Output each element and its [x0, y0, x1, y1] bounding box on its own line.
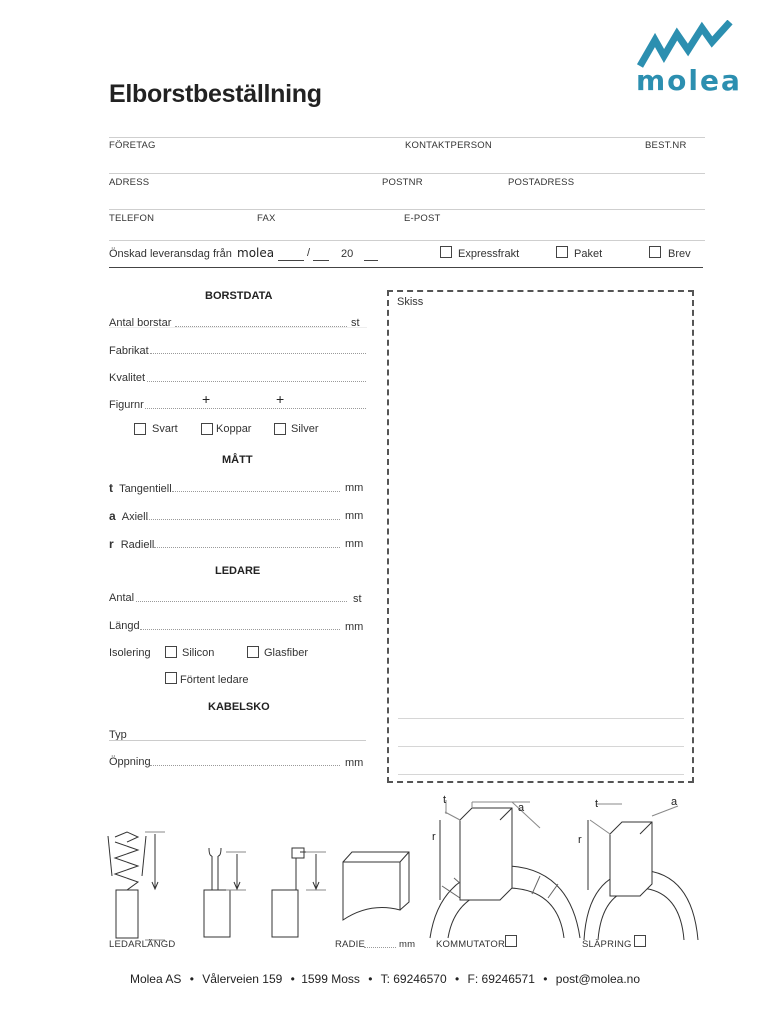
footer-bullet: • — [290, 972, 295, 986]
oppning-unit: mm — [345, 757, 364, 769]
axiell-unit: mm — [345, 510, 364, 522]
silver-checkbox[interactable] — [274, 423, 286, 435]
antal-label: Antal — [109, 592, 135, 604]
slapring-label: SLÄPRING — [582, 939, 632, 950]
skiss-box[interactable] — [387, 290, 694, 783]
paket-checkbox[interactable] — [556, 246, 568, 258]
commutator-icon — [430, 800, 580, 938]
radiell-unit: mm — [345, 538, 364, 550]
tangentiell-field[interactable] — [172, 491, 340, 492]
axiell-label: Axiell — [121, 511, 149, 523]
plus-sign: + — [276, 391, 285, 407]
oppning-label: Öppning — [109, 756, 151, 768]
year-field[interactable] — [364, 260, 378, 261]
paket-label: Paket — [574, 248, 603, 260]
oppning-field[interactable] — [150, 765, 340, 766]
ledare-heading: LEDARE — [215, 565, 261, 577]
ledarlangd-label: LEDARLÄNGD — [109, 939, 176, 950]
koppar-checkbox[interactable] — [201, 423, 213, 435]
day-field[interactable] — [278, 260, 304, 261]
kommutator-a: a — [518, 802, 525, 814]
glasfiber-checkbox[interactable] — [247, 646, 259, 658]
molea-logo — [630, 20, 740, 95]
delivery-brand: molea — [237, 246, 275, 260]
postadress-label: POSTADRESS — [508, 177, 575, 188]
radie-label: RADIE — [335, 939, 366, 950]
footer-bullet: • — [454, 972, 460, 986]
footer-city: 1599 Moss — [301, 972, 360, 986]
kontaktperson-label: KONTAKTPERSON — [405, 140, 492, 151]
footer-bullet: • — [189, 972, 194, 986]
silver-label: Silver — [291, 423, 319, 435]
glasfiber-label: Glasfiber — [264, 647, 309, 659]
matt-row-a — [109, 509, 148, 523]
figurnr-field[interactable] — [145, 408, 366, 409]
isolering-label: Isolering — [109, 647, 151, 659]
plus-sign: + — [202, 391, 211, 407]
divider — [109, 240, 705, 241]
radius-block-icon — [343, 852, 409, 920]
langd-label: Längd — [109, 620, 140, 632]
logo-text: molea — [636, 64, 742, 97]
radie-field[interactable] — [364, 947, 396, 948]
fabrikat-field[interactable] — [150, 353, 366, 354]
matt-row-r — [109, 537, 154, 551]
matt-heading: MÅTT — [222, 454, 253, 466]
skiss-line[interactable] — [398, 746, 684, 747]
figurnr-label: Figurnr — [109, 399, 144, 411]
axiell-field[interactable] — [147, 519, 340, 520]
fortent-label: Förtent ledare — [180, 674, 249, 686]
footer-bullet: • — [543, 972, 548, 986]
skiss-line[interactable] — [398, 774, 684, 775]
antal-borstar-label: Antal borstar — [109, 317, 172, 329]
typ-label: Typ — [109, 729, 127, 741]
borstdata-heading: BORSTDATA — [205, 290, 273, 302]
antal-borstar-unit: st — [351, 317, 360, 329]
r-letter: r — [109, 537, 114, 551]
delivery-label: Önskad leveransdag från — [109, 248, 232, 260]
adress-label: ADRESS — [109, 177, 150, 188]
kabelsko-heading: KABELSKO — [208, 701, 270, 713]
row-divider — [109, 327, 367, 328]
footer-address: Vålerveien 159 — [202, 972, 283, 986]
svart-checkbox[interactable] — [134, 423, 146, 435]
brev-checkbox[interactable] — [649, 246, 661, 258]
footer-email[interactable]: post@molea.no — [555, 972, 641, 986]
divider — [109, 173, 705, 174]
brush-lug-icon — [272, 848, 326, 937]
radiell-label: Radiell — [120, 539, 155, 551]
silicon-label: Silicon — [182, 647, 215, 659]
fortent-checkbox[interactable] — [165, 672, 177, 684]
slip-ring-icon — [584, 804, 698, 940]
divider — [109, 209, 705, 210]
epost-label: E-POST — [404, 213, 441, 224]
page-title: Elborstbeställning — [109, 80, 322, 108]
kvalitet-label: Kvalitet — [109, 372, 146, 384]
brev-label: Brev — [668, 248, 691, 260]
brush-lead-icon — [204, 848, 246, 937]
bestnr-label: BEST.NR — [645, 140, 687, 151]
divider — [109, 137, 705, 138]
tangentiell-unit: mm — [345, 482, 364, 494]
a-letter: a — [109, 509, 116, 523]
telefon-label: TELEFON — [109, 213, 155, 224]
footer-bullet: • — [368, 972, 373, 986]
expressfrakt-checkbox[interactable] — [440, 246, 452, 258]
expressfrakt-label: Expressfrakt — [458, 248, 520, 260]
date-slash: / — [307, 247, 311, 259]
kommutator-r: r — [432, 831, 436, 843]
koppar-label: Koppar — [216, 423, 252, 435]
skiss-label: Skiss — [397, 296, 424, 308]
footer-phone: T: 69246570 — [380, 972, 447, 986]
radie-unit: mm — [399, 939, 416, 950]
matt-row-t — [109, 481, 172, 495]
kvalitet-field[interactable] — [147, 381, 366, 382]
kommutator-t: t — [443, 794, 447, 806]
slapring-checkbox[interactable] — [634, 935, 646, 947]
footer-fax: F: 69246571 — [467, 972, 535, 986]
silicon-checkbox[interactable] — [165, 646, 177, 658]
delivery-divider — [109, 267, 703, 268]
slapring-a: a — [671, 796, 678, 808]
slapring-t: t — [595, 798, 599, 810]
year-prefix: 20 — [341, 248, 354, 260]
kommutator-checkbox[interactable] — [505, 935, 517, 947]
footer-company: Molea AS — [129, 972, 182, 986]
skiss-line[interactable] — [398, 718, 684, 719]
svart-label: Svart — [152, 423, 178, 435]
fabrikat-label: Fabrikat — [109, 345, 149, 357]
foretag-label: FÖRETAG — [109, 140, 156, 151]
footer — [0, 972, 770, 986]
antal-unit: st — [353, 593, 362, 605]
radiell-field[interactable] — [154, 547, 340, 548]
slapring-r: r — [578, 834, 582, 846]
postnr-label: POSTNR — [382, 177, 423, 188]
kommutator-label: KOMMUTATOR — [436, 939, 506, 950]
langd-unit: mm — [345, 621, 364, 633]
t-letter: t — [109, 481, 113, 495]
tangentiell-label: Tangentiell — [119, 483, 172, 495]
brush-diagram — [100, 790, 710, 955]
antal-field[interactable] — [136, 601, 347, 602]
typ-field[interactable] — [109, 740, 366, 741]
langd-field[interactable] — [140, 629, 340, 630]
month-field[interactable] — [313, 260, 329, 261]
fax-label: FAX — [257, 213, 276, 224]
spring-brush-icon — [108, 832, 165, 940]
